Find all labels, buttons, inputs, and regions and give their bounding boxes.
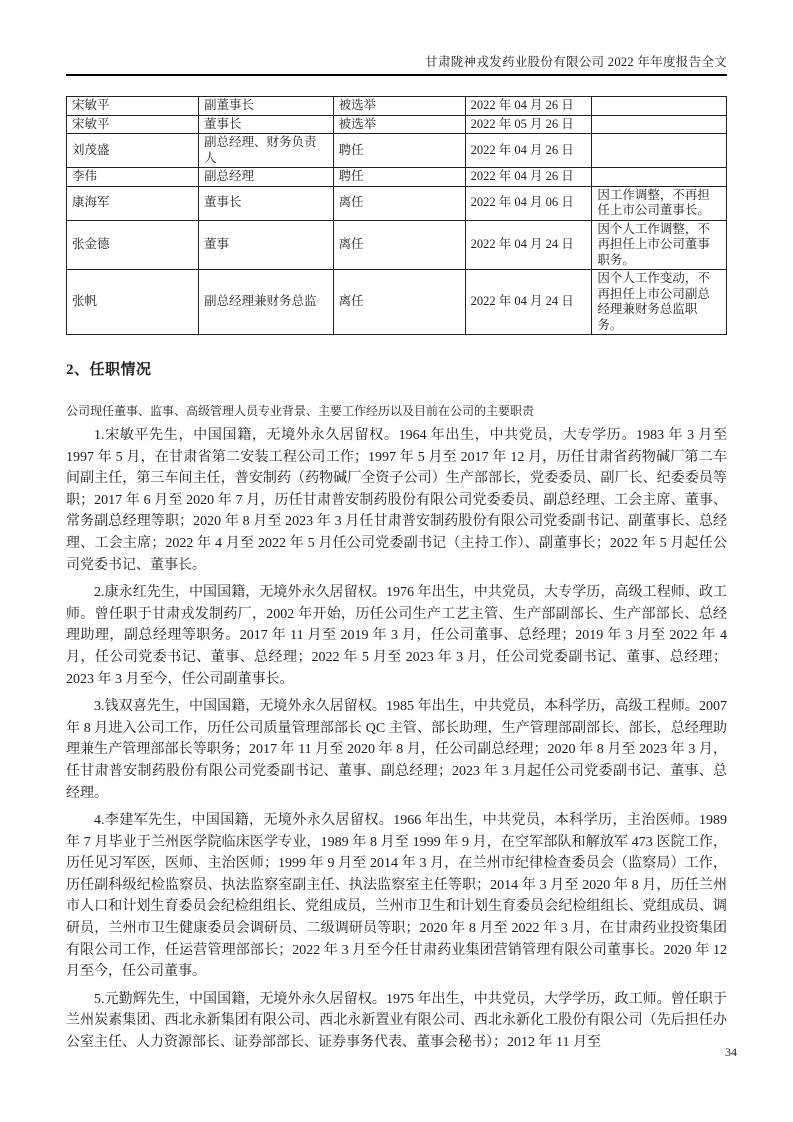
cell-reason: 因个人工作调整，不再担任上市公司董事职务。 — [592, 220, 727, 270]
cell-position: 副总经理、财务负责人 — [198, 134, 333, 168]
cell-position: 董事长 — [198, 186, 333, 220]
cell-person-name: 宋敏平 — [67, 97, 199, 116]
executive-bios — [66, 425, 727, 1054]
cell-change-type: 聘任 — [333, 134, 465, 168]
personnel-table-body — [67, 97, 727, 335]
cell-person-name: 康海军 — [67, 186, 199, 220]
personnel-table-row — [67, 220, 727, 270]
cell-change-type: 聘任 — [333, 168, 465, 187]
section-intro: 公司现任董事、监事、高级管理人员专业背景、主要工作经历以及目前在公司的主要职责 — [66, 404, 535, 418]
personnel-table-row — [67, 270, 727, 335]
page-number: 34 — [725, 1045, 737, 1059]
bio-paragraph: 1.宋敏平先生，中国国籍，无境外永久居留权。1964 年出生，中共党员，大专学历。1983 年 3 月至 1997 年 5 月，在甘肃省第二安装工程公司工作；1997 年 5 月至 2017 年 12 月，历任甘肃省药物碱厂第二车间副主任，第三车间主任，普安制药（药物碱厂全资子公司）生产部部长，党委委员、副厂长、纪委委员等职；2017 年 6 月至 2020 年 7 月，历任甘肃普安制药股份有限公司党委委员、副总经理、工会主席、董事、常务副总经理等职；2020 年 8 月至 2023 年 3 月任甘肃普安制药股份有限公司党委副书记、副董事长、总经理、工会主席；2022 年 4 月至 2022 年 5 月任公司党委副书记（主持工作）、副董事长；2022 年 5 月起任公司党委书记、董事长。 — [66, 428, 727, 573]
cell-date: 2022 年 04 月 26 日 — [465, 134, 592, 168]
cell-reason: 因个人工作变动，不再担任上市公司副总经理兼财务总监职务。 — [592, 270, 727, 335]
personnel-table-row — [67, 186, 727, 220]
cell-reason — [592, 168, 727, 187]
cell-position: 副总经理 — [198, 168, 333, 187]
cell-date: 2022 年 04 月 06 日 — [465, 186, 592, 220]
cell-person-name: 刘茂盛 — [67, 134, 199, 168]
report-title: 甘肃陇神戎发药业股份有限公司 2022 年年度报告全文 — [425, 55, 727, 69]
personnel-table-row — [67, 115, 727, 134]
cell-change-type: 离任 — [333, 270, 465, 335]
cell-position: 董事长 — [198, 115, 333, 134]
page-content — [66, 0, 727, 1054]
personnel-table-row — [67, 134, 727, 168]
cell-person-name: 李伟 — [67, 168, 199, 187]
cell-change-type: 被选举 — [333, 115, 465, 134]
cell-person-name: 张金德 — [67, 220, 199, 270]
cell-person-name: 宋敏平 — [67, 115, 199, 134]
personnel-change-table — [66, 96, 727, 335]
bio-paragraph: 4.李建军先生，中国国籍，无境外永久居留权。1966 年出生，中共党员，本科学历，主治医师。1989 年 7 月毕业于兰州医学院临床医学专业，1989 年 8 月至 1999 年 9 月，在空军部队和解放军 473 医院工作，历任见习军医，医师、主治医师；1999 年 9 月至 2014 年 3 月，在兰州市纪律检查委员会（监察局）工作，历任副科级纪检监察员、执法监察室副主任、执法监察室主任等职；2014 年 3 月至 2020 年 8 月，历任兰州市人口和计划生育委员会纪检组组长、党组成员，兰州市卫生和计划生育委员会纪检组组长、党组成员、调研员，兰州市卫生健康委员会调研员、二级调研员等职；2020 年 8 月至 2022 年 3 月，在甘肃药业投资集团有限公司工作，任运营管理部部长；2022 年 3 月至今任甘肃药业集团营销管理有限公司董事长。2020 年 12 月至今，任公司董事。 — [66, 813, 727, 980]
cell-reason — [592, 134, 727, 168]
cell-position: 董事 — [198, 220, 333, 270]
bio-paragraph: 5.元勤辉先生，中国国籍，无境外永久居留权。1975 年出生，中共党员，大学学历，政工师。曾任职于兰州炭素集团、西北永新集团有限公司、西北永新置业有限公司、西北永新化工股份有限公司（先后担任办公室主任、人力资源部长、证券部部长、证券事务代表、董事会秘书）；2012 年 11 月至 — [66, 991, 727, 1051]
bio-paragraph: 3.钱双喜先生，中国国籍，无境外永久居留权。1985 年出生，中共党员，本科学历，高级工程师。2007 年 8 月进入公司工作，历任公司质量管理部部长 QC 主管、部长助理，生产管理部副部长、部长，总经理助理兼生产管理部部长等职务；2017 年 11 月至 2020 年 8 月，任公司副总经理；2020 年 8 月至 2023 年 3 月，任甘肃普安制药股份有限公司党委副书记、董事、副总经理；2023 年 3 月起任公司党委副书记、董事、总经理。 — [66, 699, 727, 801]
cell-position: 副董事长 — [198, 97, 333, 116]
cell-date: 2022 年 05 月 26 日 — [465, 115, 592, 134]
cell-date: 2022 年 04 月 26 日 — [465, 168, 592, 187]
cell-change-type: 离任 — [333, 220, 465, 270]
cell-reason — [592, 97, 727, 116]
cell-reason — [592, 115, 727, 134]
section-heading: 2、任职情况 — [66, 362, 152, 378]
cell-person-name: 张帆 — [67, 270, 199, 335]
personnel-table-row — [67, 97, 727, 116]
cell-date: 2022 年 04 月 26 日 — [465, 97, 592, 116]
cell-reason: 因工作调整，不再担任上市公司董事长。 — [592, 186, 727, 220]
cell-position: 副总经理兼财务总监 — [198, 270, 333, 335]
cell-change-type: 离任 — [333, 186, 465, 220]
bio-paragraph: 2.康永红先生，中国国籍，无境外永久居留权。1976 年出生，中共党员，大专学历，高级工程师、政工师。曾任职于甘肃戎发制药厂，2002 年开始，历任公司生产工艺主管、生产部副部长、生产部部长、总经理助理，副总经理等职务。2017 年 11 月至 2019 年 3 月，任公司董事、总经理；2019 年 3 月至 2022 年 4 月，任公司党委书记、董事、总经理；2022 年 5 月至 2023 年 3 月，任公司党委副书记、董事、总经理；2023 年 3 月至今，任公司副董事长。 — [66, 585, 727, 687]
page-header — [66, 0, 727, 76]
cell-date: 2022 年 04 月 24 日 — [465, 270, 592, 335]
cell-date: 2022 年 04 月 24 日 — [465, 220, 592, 270]
cell-change-type: 被选举 — [333, 97, 465, 116]
personnel-table-row — [67, 168, 727, 187]
